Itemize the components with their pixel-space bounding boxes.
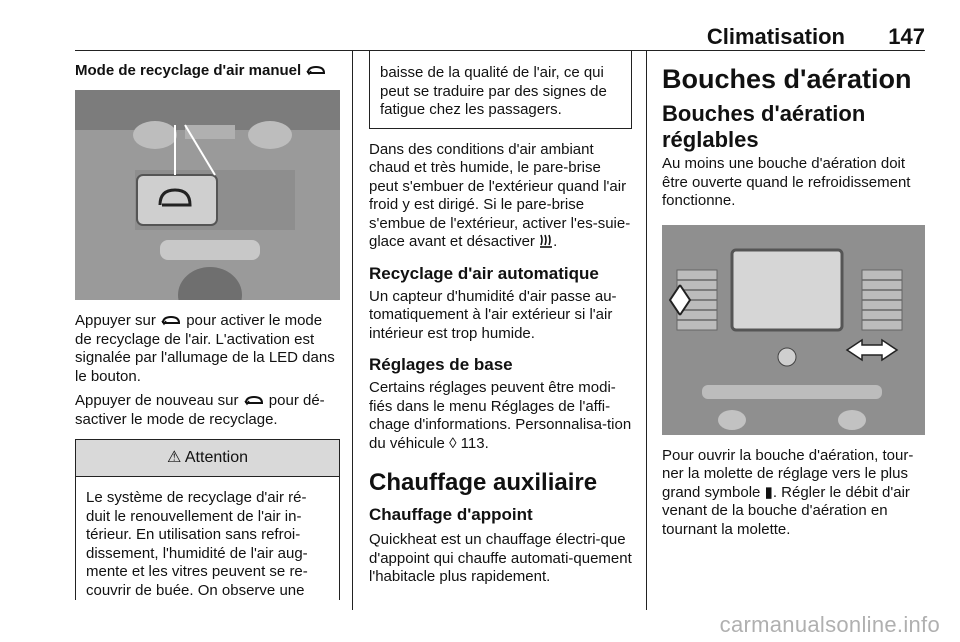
warning-text-continued: baisse de la qualité de l'air, ce qui peut se traduire par des signes de fatigue chez les passagers. (380, 64, 607, 118)
heading-text: Mode de recyclage d'air manuel (75, 62, 302, 79)
air-vents-photo (662, 225, 925, 435)
text-span: Pour ouvrir la bouche d'aération, tour-ner la molette de réglage vers le plus grand symbole (662, 446, 914, 501)
heading-auto-recirc: Recyclage d'air automatique (369, 263, 599, 283)
paragraph-vent-open: Au moins une bouche d'aération doit être ouverte quand le refroidissement fonctionne. (662, 155, 911, 209)
recirculation-icon (305, 65, 327, 77)
warning-box-continued (369, 50, 632, 129)
section-title: Climatisation (706, 24, 845, 49)
column-divider (352, 50, 353, 610)
console-illustration (75, 90, 340, 300)
recirculation-icon (243, 395, 265, 407)
heading-aux-heating: Chauffage auxiliaire (369, 469, 598, 496)
heading-supplementary-heating: Chauffage d'appoint (369, 505, 533, 524)
watermark: carmanualsonline.info (719, 612, 940, 637)
page-ref-arrow-icon: ◊ (449, 434, 457, 452)
column-2 (369, 50, 632, 593)
text-span: Appuyer sur (75, 312, 156, 329)
page-reference[interactable]: 113. (460, 434, 489, 452)
heading-manual-recirc (75, 62, 340, 80)
warning-box (75, 439, 340, 600)
vent-open-symbol-icon: ▮ (764, 483, 773, 501)
recirculation-button-photo (75, 90, 340, 300)
text-span: pour dé-sactiver le mode de recyclage. (75, 392, 325, 428)
column-3 (662, 64, 927, 545)
paragraph-fogging (369, 141, 632, 252)
column-1 (75, 62, 340, 606)
text-span: pour activer le mode de recyclage de l'air. L'activation est signalée par l'allumage de la LED dans le bouton. (75, 312, 335, 385)
heading-basic-settings: Réglages de base (369, 355, 513, 374)
paragraph-activate (75, 312, 340, 386)
paragraph-open-vent (662, 447, 927, 540)
heading-adjustable-vents: Bouches d'aération réglables (662, 101, 866, 152)
text-span: Certains réglages peuvent être modi-fiés dans le menu Réglages de l'affi-chage d'informations. Personnalisa-tion du véhicule (369, 379, 632, 452)
page-number: 147 (888, 24, 925, 49)
column-divider (646, 50, 647, 610)
page-header (75, 0, 925, 51)
period: . (553, 233, 558, 250)
paragraph-quickheat: Quickheat est un chauffage électri-que d'appoint qui chauffe automati-quement l'habitacle plus rapidement. (369, 531, 632, 585)
warning-header (76, 440, 339, 477)
text-span: Dans des conditions d'air ambiant chaud et très humide, le pare-brise peut s'embuer de l'extérieur quand l'air froid y est dirigé. Si le pare-brise s'embue de l'extérieur, activer l'es-suie-glace avant et désactiver (369, 140, 631, 250)
paragraph-auto-recirc: Un capteur d'humidité d'air passe au-tomatiquement à l'air extérieur si l'air intérieur est trop humide. (369, 287, 617, 342)
warning-icon: ⚠ (166, 449, 182, 466)
heading-air-vents: Bouches d'aération (662, 64, 912, 94)
recirculation-icon (160, 315, 182, 327)
text-span: Appuyer de nouveau sur (75, 392, 239, 409)
warning-text: Le système de recyclage d'air ré-duit le renouvellement de l'air in-térieur. En utilisation sans refroi-dissement, l'humidité de l'air aug-mente et les vitres peuvent se re-couvrir de buée. On observe une (86, 489, 308, 599)
paragraph-deactivate (75, 392, 340, 429)
warning-body (76, 477, 339, 600)
defrost-icon (539, 233, 553, 248)
paragraph-basic-settings (369, 379, 632, 453)
text-span: . Régler le débit d'air venant de la bouche d'aération en tournant la molette. (662, 483, 910, 538)
dashboard-vents-illustration (662, 225, 925, 435)
warning-title: Attention (184, 449, 249, 466)
